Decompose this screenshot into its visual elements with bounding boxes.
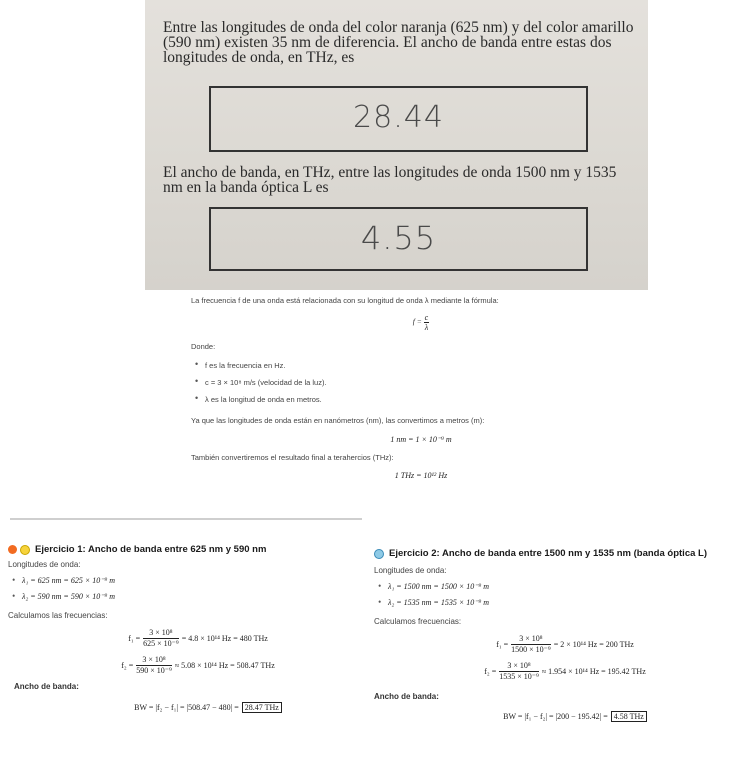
f1-numerator: 3 × 10⁸ — [511, 634, 551, 645]
wavelengths-label: Longitudes de onda: — [374, 566, 447, 575]
exercise-2-header — [374, 548, 746, 559]
handwritten-answer-2: 4.55 — [360, 219, 437, 257]
wavelength-item: • λ₂ = 590 nm = 590 × 10⁻⁹ m — [8, 589, 348, 605]
exercise-1-header — [8, 544, 348, 555]
section-divider — [10, 518, 362, 520]
f2-lhs: f₂ = — [121, 661, 134, 670]
wavelengths-list — [374, 579, 746, 611]
frequency-formula — [191, 313, 651, 332]
wavelength-item: • λ₁ = 1500 nm = 1500 × 10⁻⁹ m — [374, 579, 746, 595]
f2-fraction — [136, 655, 172, 676]
bandwidth-expression: BW = |f₁ − f₂| = |200 − 195.42| = — [503, 712, 608, 721]
bandwidth-result: 4.58 THz — [611, 711, 647, 722]
f1-fraction — [511, 634, 551, 655]
f2-fraction — [499, 661, 539, 682]
bandwidth-result: 28.47 THz — [242, 702, 282, 713]
thz-conversion-note: También convertiremos el resultado final a terahercios (THz): — [191, 453, 394, 462]
nm-conversion-equation: 1 nm = 1 × 10⁻⁹ m — [390, 435, 452, 444]
formula-numerator: c — [424, 313, 429, 322]
exercise-1-title: Ejercicio 1: Ancho de banda entre 625 nm y 590 nm — [35, 544, 267, 555]
f2-result: ≈ 1.954 × 10¹⁴ Hz = 195.42 THz — [541, 667, 646, 676]
bandwidth-equation — [68, 702, 348, 713]
f1-lhs: f₁ = — [496, 640, 509, 649]
wavelengths-list — [8, 573, 348, 605]
wavelength-item: • λ₁ = 625 nm = 625 × 10⁻⁹ m — [8, 573, 348, 589]
exam-photo — [145, 0, 648, 290]
f2-equation — [48, 655, 348, 676]
f2-denominator: 1535 × 10⁻⁹ — [499, 672, 539, 681]
definition-item: • c = 3 × 10⁸ m/s (velocidad de la luz). — [191, 374, 651, 391]
bandwidth-equation — [404, 711, 746, 722]
f2-numerator: 3 × 10⁸ — [499, 661, 539, 672]
blue-circle-icon — [374, 549, 384, 559]
exercise-2-panel — [374, 548, 746, 722]
definition-item: • f es la frecuencia en Hz. — [191, 357, 651, 374]
f2-lhs: f₂ = — [484, 667, 497, 676]
f1-equation — [48, 628, 348, 649]
handwritten-answer-1: 28.44 — [353, 100, 444, 135]
f1-numerator: 3 × 10⁸ — [143, 628, 179, 639]
formula-fraction — [424, 313, 430, 332]
f1-denominator: 625 × 10⁻⁹ — [143, 639, 179, 648]
exercise-1-panel — [8, 544, 348, 713]
f1-fraction — [143, 628, 179, 649]
intro-text: La frecuencia f de una onda está relacionada con su longitud de onda λ mediante la fórmula: — [191, 296, 499, 305]
wavelength-item: • λ₂ = 1535 nm = 1535 × 10⁻⁹ m — [374, 595, 746, 611]
donde-label: Donde: — [191, 342, 216, 351]
question-1-text: Entre las longitudes de onda del color naranja (625 nm) y del color amarillo (590 nm) existen 35 nm de diferencia. El ancho de banda entre estas dos longitudes de onda, en THz, es — [163, 19, 634, 66]
nm-conversion-note: Ya que las longitudes de onda están en nanómetros (nm), las convertimos a metros (m): — [191, 416, 485, 425]
explanation-section — [191, 296, 651, 480]
answer-box-2 — [209, 207, 588, 271]
f1-result: = 4.8 × 10¹⁴ Hz = 480 THz — [181, 634, 268, 643]
f1-lhs: f₁ = — [128, 634, 141, 643]
calc-label: Calculamos frecuencias: — [374, 617, 462, 626]
question-2-text: El ancho de banda, en THz, entre las longitudes de onda 1500 nm y 1535 nm en la banda óptica L es — [163, 164, 617, 196]
orange-circle-icon — [8, 545, 17, 554]
bandwidth-label: Ancho de banda: — [374, 692, 439, 701]
formula-lhs: f = — [412, 317, 422, 327]
thz-conversion-equation: 1 THz = 10¹² Hz — [394, 471, 448, 480]
definition-item: • λ es la longitud de onda en metros. — [191, 391, 651, 408]
definitions-list — [191, 357, 651, 408]
bandwidth-label: Ancho de banda: — [14, 682, 79, 691]
f1-denominator: 1500 × 10⁻⁹ — [511, 645, 551, 654]
bandwidth-expression: BW = |f₂ − f₁| = |508.47 − 480| = — [134, 703, 239, 712]
exercise-2-title: Ejercicio 2: Ancho de banda entre 1500 nm y 1535 nm (banda óptica L) — [389, 548, 707, 559]
formula-denominator: λ — [424, 323, 429, 332]
f2-denominator: 590 × 10⁻⁹ — [136, 666, 172, 675]
calc-label: Calculamos las frecuencias: — [8, 611, 108, 620]
f1-result: = 2 × 10¹⁴ Hz = 200 THz — [553, 640, 634, 649]
wavelengths-label: Longitudes de onda: — [8, 560, 81, 569]
f1-equation — [384, 634, 746, 655]
f2-numerator: 3 × 10⁸ — [136, 655, 172, 666]
answer-box-1 — [209, 86, 588, 152]
f2-equation — [384, 661, 746, 682]
yellow-circle-icon — [20, 545, 30, 555]
f2-result: ≈ 5.08 × 10¹⁴ Hz = 508.47 THz — [174, 661, 275, 670]
